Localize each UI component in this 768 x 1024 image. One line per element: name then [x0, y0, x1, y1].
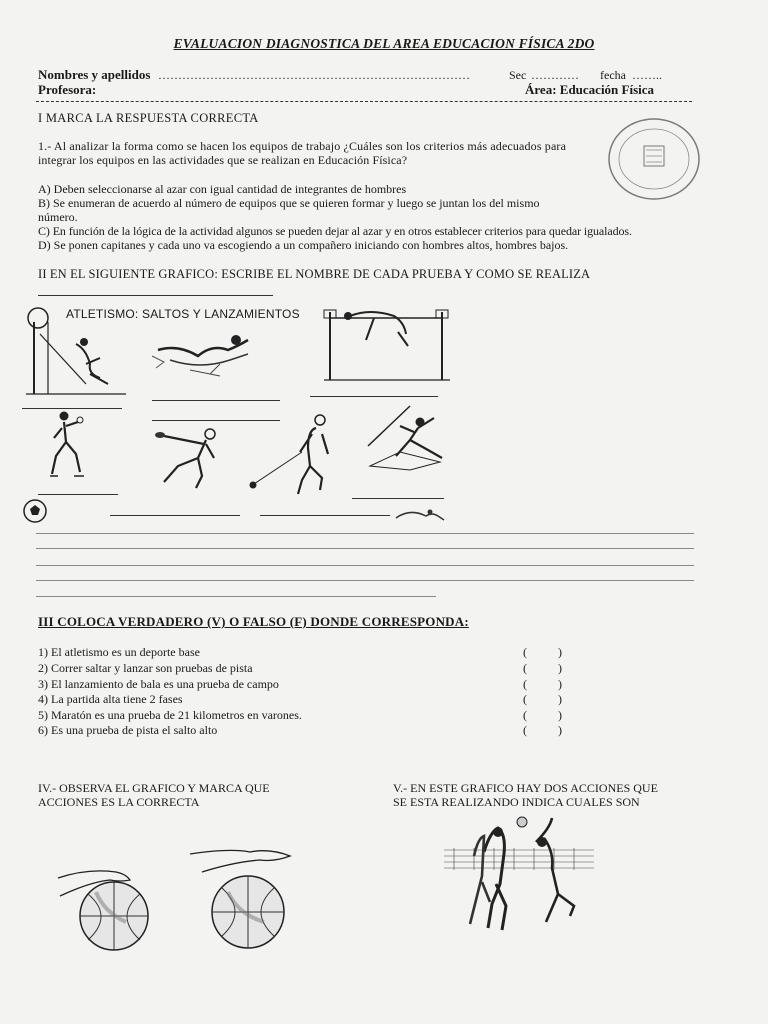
official-stamp-icon	[606, 116, 702, 202]
answer-blank-3[interactable]	[310, 396, 438, 397]
high-jump-figure-icon	[324, 304, 450, 382]
answer-blank-8[interactable]	[260, 515, 390, 516]
tf-item-3: 3) El lanzamiento de bala es una prueba de campo	[38, 677, 279, 691]
crawling-figure-icon	[394, 506, 446, 522]
writing-line-1[interactable]	[36, 533, 694, 534]
tf-item-2: 2) Correr saltar y lanzar son pruebas de pista	[38, 661, 253, 675]
basketball-hand-right-icon	[188, 846, 298, 952]
javelin-throw-figure-icon	[364, 402, 454, 472]
answer-blank-4[interactable]	[152, 420, 280, 421]
section2-heading: II EN EL SIGUIENTE GRAFICO: ESCRIBE EL NOMBRE DE CADA PRUEBA Y COMO SE REALIZA	[38, 267, 591, 281]
writing-line-3[interactable]	[36, 565, 694, 566]
section1-heading: I MARCA LA RESPUESTA CORRECTA	[38, 111, 259, 125]
writing-line-2[interactable]	[36, 548, 694, 549]
section5-line2: SE ESTA REALIZANDO INDICA CUALES SON	[393, 795, 640, 809]
tf-item-1: 1) El atletismo es un deporte base	[38, 645, 200, 659]
athletics-caption: ATLETISMO: SALTOS Y LANZAMIENTOS	[66, 307, 300, 321]
tf-answer-4[interactable]: ( )	[523, 692, 576, 706]
tf-answer-2[interactable]: ( )	[523, 661, 576, 675]
answer-blank-7[interactable]	[110, 515, 240, 516]
tf-answer-3[interactable]: ( )	[523, 677, 576, 691]
option-b-line1: B) Se enumeran de acuerdo al número de equipos que se quieren formar y luego se juntan los del mismo	[38, 196, 540, 210]
section3-heading: III COLOCA VERDADERO (V) O FALSO (F) DONDE CORRESPONDA:	[38, 614, 469, 629]
basketball-hand-left-icon	[56, 858, 166, 958]
writing-line-5[interactable]	[36, 596, 436, 597]
fecha-dots: ……..	[632, 68, 662, 82]
nombres-label: Nombres y apellidos	[38, 67, 151, 82]
option-b-line2: número.	[38, 210, 78, 224]
section4-line1: IV.- OBSERVA EL GRAFICO Y MARCA QUE	[38, 781, 270, 795]
soccer-ball-icon	[22, 498, 48, 524]
nombres-dots: ……………………………………………………………………	[158, 68, 470, 82]
question1-line2: integrar los equipos en las actividades que se realizan en Educación Física?	[38, 153, 408, 167]
section2-underline	[38, 295, 273, 296]
tf-answer-5[interactable]: ( )	[523, 708, 576, 722]
profesora-label: Profesora:	[38, 82, 97, 97]
section5-line1: V.- EN ESTE GRAFICO HAY DOS ACCIONES QUE	[393, 781, 658, 795]
question1-line1: 1.- Al analizar la forma como se hacen los equipos de trabajo ¿Cuáles son los criterios más adecuados para	[38, 139, 567, 153]
option-d: D) Se ponen capitanes y cada uno va escogiendo a un compañero iniciando con hombres altos, hombres bajos.	[38, 238, 569, 252]
discus-throw-figure-icon	[154, 424, 224, 494]
answer-blank-2[interactable]	[152, 400, 280, 401]
option-a: A) Deben seleccionarse al azar con igual cantidad de integrantes de hombres	[38, 182, 407, 196]
pole-vault-figure-icon	[26, 304, 126, 396]
athletics-illustration	[22, 302, 452, 522]
volleyball-scene-icon	[444, 812, 594, 938]
fecha-label: fecha	[600, 68, 626, 82]
header-divider	[36, 101, 692, 102]
tf-item-4: 4) La partida alta tiene 2 fases	[38, 692, 183, 706]
hammer-throw-figure-icon	[248, 412, 348, 500]
sec-dots: …………	[531, 68, 579, 82]
page-title: EVALUACION DIAGNOSTICA DEL AREA EDUCACION FÍSICA 2DO	[173, 36, 595, 51]
shot-put-figure-icon	[44, 410, 94, 482]
option-c: C) En función de la lógica de la actividad algunos se pueden dejar al azar y en otros establecer criterios para quedar igualados.	[38, 224, 632, 238]
sec-label: Sec	[509, 68, 527, 82]
tf-item-5: 5) Maratón es una prueba de 21 kilometros en varones.	[38, 708, 302, 722]
tf-item-6: 6) Es una prueba de pista el salto alto	[38, 723, 218, 737]
section4-line2: ACCIONES ES LA CORRECTA	[38, 795, 200, 809]
answer-blank-5[interactable]	[38, 494, 118, 495]
long-jump-figure-icon	[150, 330, 272, 380]
tf-answer-1[interactable]: ( )	[523, 645, 576, 659]
tf-answer-6[interactable]: ( )	[523, 723, 576, 737]
answer-blank-6[interactable]	[352, 498, 444, 499]
answer-blank-1[interactable]	[22, 408, 122, 409]
writing-line-4[interactable]	[36, 580, 694, 581]
area-label: Área: Educación Física	[525, 82, 655, 97]
